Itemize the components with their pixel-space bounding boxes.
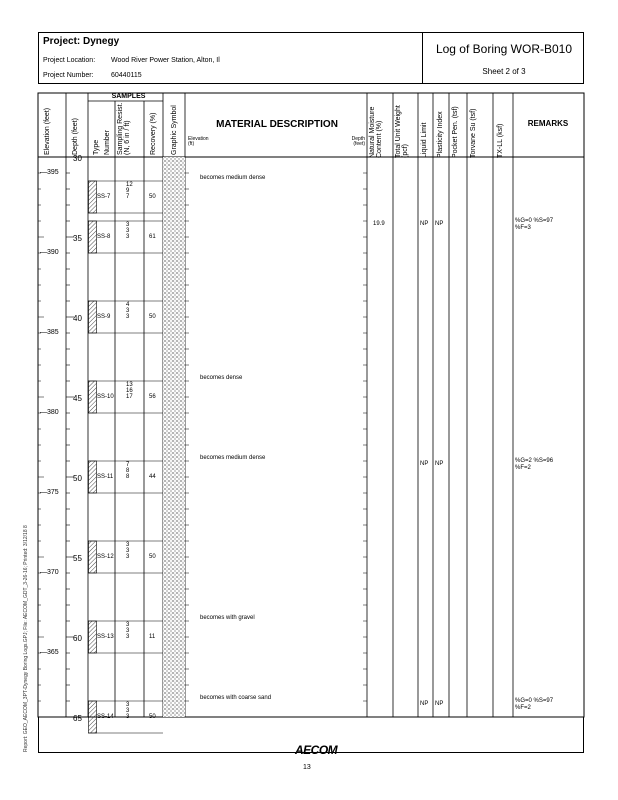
elevation-label: —390 <box>40 249 59 256</box>
sample-blow-count: 3 <box>126 542 130 548</box>
sample-blow-count: 3 <box>126 554 130 560</box>
sample-recovery: 50 <box>149 554 156 560</box>
sample-blow-count: 3 <box>126 234 130 240</box>
depth-label: 30 <box>73 154 82 163</box>
sample-recovery: 44 <box>149 474 156 480</box>
depth-label: 35 <box>73 234 82 243</box>
material-description: becomes with gravel <box>200 614 255 621</box>
depth-label: 55 <box>73 554 82 563</box>
sample-blow-count: 3 <box>126 634 130 640</box>
page-number: 13 <box>303 764 311 771</box>
sample-number: SS-9 <box>97 314 111 320</box>
material-description: becomes dense <box>200 374 243 381</box>
sample-blow-count: 3 <box>126 222 130 228</box>
graphic-sand-fill <box>163 157 185 717</box>
torvane-column-header: Torvane Su (tsf) <box>470 108 477 158</box>
remarks-value: %F=2 <box>515 465 531 472</box>
material-elevation-subheader: Elevation (ft) <box>188 136 209 147</box>
depth-label: 40 <box>73 314 82 323</box>
project-location-label: Project Location: <box>43 57 96 64</box>
side-report-note: Report: GEO_AECOM_3PT-Dynegy Boring Logs.GPJ; File: AECOM_GDT_3-26-16; Printed: 3/12/18 8 <box>23 525 29 752</box>
plasticity-index-value: NP <box>435 461 444 468</box>
depth-label: 50 <box>73 474 82 483</box>
sample-blow-count: 3 <box>126 622 130 628</box>
elevation-label: —375 <box>40 489 59 496</box>
sample-blow-count: 7 <box>126 462 130 468</box>
sample-blow-count: 8 <box>126 474 130 480</box>
sample-type-marker <box>89 221 97 253</box>
material-description-header: MATERIAL DESCRIPTION <box>216 119 338 130</box>
liquid-limit-value: NP <box>420 461 429 468</box>
moisture-value: 19.9 <box>373 221 385 228</box>
sample-blow-count: 13 <box>126 382 133 388</box>
sample-blow-count: 16 <box>126 388 133 394</box>
sample-type-marker <box>89 181 97 213</box>
sample-number: SS-8 <box>97 234 111 240</box>
elevation-label: —385 <box>40 329 59 336</box>
sample-blow-count: 3 <box>126 308 130 314</box>
sample-blow-count: 3 <box>126 228 130 234</box>
number-column-header: Number <box>104 130 111 155</box>
sample-number: SS-12 <box>97 554 114 560</box>
sample-blow-count: 3 <box>126 708 130 714</box>
sample-blow-count: 8 <box>126 468 130 474</box>
sample-recovery: 50 <box>149 714 156 720</box>
project-number-label: Project Number: <box>43 72 94 79</box>
sheet-number: Sheet 2 of 3 <box>482 67 526 76</box>
txll-column-header: TX-LL (ksf) <box>497 123 504 158</box>
sample-blow-count: 17 <box>126 394 133 400</box>
unit-weight-column-header: Total Unit Weight (pcf) <box>395 105 409 158</box>
remarks-value: %F=2 <box>515 705 531 712</box>
sample-blow-count: 7 <box>126 194 130 200</box>
graphic-column-header: Graphic Symbol <box>171 105 178 155</box>
elevation-column-header: Elevation (feet) <box>44 107 51 155</box>
sample-blow-count: 9 <box>126 188 130 194</box>
sample-recovery: 11 <box>149 634 156 640</box>
recovery-column-header: Recovery (%) <box>150 112 157 155</box>
plasticity-index-value: NP <box>435 221 444 228</box>
liquid-limit-column-header: Liquid Limit <box>421 122 428 158</box>
material-depth-subheader: Depth (feet) <box>351 136 365 147</box>
remarks-value: %F=3 <box>515 225 531 232</box>
remarks-value: %G=0 %S=97 <box>515 218 554 225</box>
sample-blow-count: 3 <box>126 714 130 720</box>
aecom-logo: AECOM <box>295 743 338 757</box>
sample-recovery: 61 <box>149 234 156 240</box>
depth-column-header: Depth (feet) <box>72 118 79 155</box>
elevation-label: —365 <box>40 649 59 656</box>
material-description: becomes medium dense <box>200 454 266 461</box>
sample-type-marker <box>89 381 97 413</box>
liquid-limit-value: NP <box>420 221 429 228</box>
material-description: becomes medium dense <box>200 174 266 181</box>
project-number-value: 60440115 <box>111 72 142 79</box>
depth-label: 45 <box>73 394 82 403</box>
sample-blow-count: 3 <box>126 548 130 554</box>
plasticity-index-column-header: Plasticity Index <box>437 111 444 158</box>
sample-number: SS-10 <box>97 394 114 400</box>
liquid-limit-value: NP <box>420 701 429 708</box>
plasticity-index-value: NP <box>435 701 444 708</box>
depth-label: 60 <box>73 634 82 643</box>
sample-blow-count: 4 <box>126 302 130 308</box>
samples-header: SAMPLES <box>111 93 146 100</box>
sample-type-marker <box>89 541 97 573</box>
sample-number: SS-11 <box>97 474 114 480</box>
sample-recovery: 56 <box>149 394 156 400</box>
material-description: becomes with coarse sand <box>200 694 272 701</box>
table-frame <box>38 93 584 717</box>
elevation-label: —370 <box>40 569 59 576</box>
sample-blow-count: 3 <box>126 628 130 634</box>
sample-blow-count: 3 <box>126 314 130 320</box>
pocket-pen-column-header: Pocket Pen. (tsf) <box>452 106 459 158</box>
remarks-value: %G=0 %S=97 <box>515 698 554 705</box>
blows-column-header: Sampling Resist. (N, 6 in / ft) <box>117 102 131 155</box>
sample-blow-count: 3 <box>126 702 130 708</box>
sample-recovery: 50 <box>149 194 156 200</box>
elevation-label: —380 <box>40 409 59 416</box>
sample-type-marker <box>89 461 97 493</box>
log-title: Log of Boring WOR-B010 <box>435 42 573 56</box>
sample-blow-count: 12 <box>126 182 133 188</box>
remarks-value: %G=2 %S=96 <box>515 458 554 465</box>
project-location-value: Wood River Power Station, Alton, Il <box>111 57 220 64</box>
moisture-column-header: Natural Moisture Content (%) <box>369 106 383 158</box>
type-column-header: Type <box>93 139 100 155</box>
project-title: Project: Dynegy <box>43 36 120 47</box>
depth-label: 65 <box>73 714 82 723</box>
remarks-header: REMARKS <box>527 119 569 128</box>
elevation-label: —395 <box>40 169 59 176</box>
sample-type-marker <box>89 621 97 653</box>
sample-number: SS-13 <box>97 634 114 640</box>
sample-type-marker <box>89 301 97 333</box>
sample-number: SS-14 <box>97 714 114 720</box>
sample-recovery: 50 <box>149 314 156 320</box>
sample-number: SS-7 <box>97 194 111 200</box>
